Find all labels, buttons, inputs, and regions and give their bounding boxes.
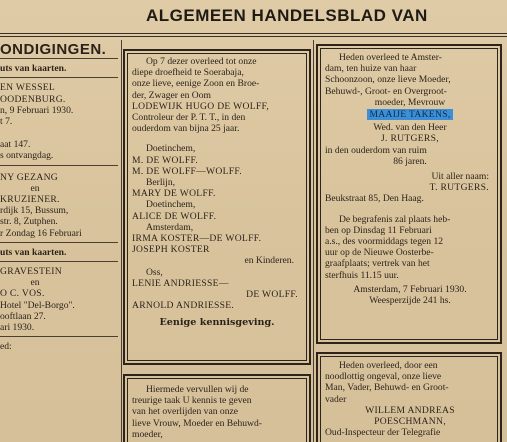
notice-place: Doetinchem, bbox=[146, 199, 196, 211]
notice-line: Wed. van den Heer bbox=[373, 122, 447, 134]
left-line: s ontvangdag. bbox=[0, 150, 54, 162]
notice-line: treurige taak U kennis te geven bbox=[132, 395, 252, 407]
divider bbox=[0, 58, 118, 59]
death-notice-rutgers bbox=[325, 52, 495, 306]
notice-line: noodlottig ongeval, onze lieve bbox=[325, 371, 442, 383]
deceased-name: WILLEM ANDREAS bbox=[365, 404, 455, 416]
notice-name: M. DE WOLFF. bbox=[132, 154, 199, 166]
left-line: aat 147. bbox=[0, 139, 31, 151]
death-notice-de-wolff bbox=[132, 56, 302, 329]
death-notice-poeschmann bbox=[325, 360, 495, 438]
notice-line: Behuwd-, Groot- en Overgroot- bbox=[325, 85, 447, 97]
left-line: Hotel "Del-Borgo". bbox=[0, 299, 75, 311]
deceased-name bbox=[325, 109, 495, 120]
notice-line: De begrafenis zal plaats heb- bbox=[339, 213, 451, 225]
death-notice-second bbox=[132, 384, 302, 440]
notice-line: der, Zwager en Oom bbox=[132, 89, 211, 101]
notice-line: lieve Vrouw, Moeder en Behuwd- bbox=[132, 417, 262, 429]
notice-place: Doetinchem, bbox=[146, 143, 196, 155]
deceased-name: LODEWIJK HUGO DE WOLFF, bbox=[132, 100, 270, 112]
notice-line: ouderdom van bijna 25 jaar. bbox=[132, 123, 240, 135]
divider bbox=[0, 261, 118, 262]
left-line: rdijk 15, Bussum, bbox=[0, 205, 69, 217]
column-separator bbox=[121, 40, 122, 442]
notice-line: van het overlijden van onze bbox=[132, 406, 239, 418]
notice-name: T. RUTGERS. bbox=[429, 182, 489, 194]
left-line: ed: bbox=[0, 341, 12, 353]
left-column bbox=[0, 44, 118, 352]
notice-line: onze lieve, eenige Zoon en Broe- bbox=[132, 78, 260, 90]
left-line: EN WESSEL bbox=[0, 82, 56, 94]
notice-line: sterfhuis 11.15 uur. bbox=[325, 269, 399, 281]
notice-line: Man, Vader, Behuwd- en Groot- bbox=[325, 382, 449, 394]
notice-place: Oss, bbox=[146, 266, 163, 278]
left-line: OODENBURG. bbox=[0, 93, 66, 105]
notice-name: LENIE ANDRIESSE— bbox=[132, 277, 229, 289]
notice-line: Amsterdam, 7 Februari 1930. bbox=[353, 283, 467, 295]
notice-line: a.s., des voormiddags tegen 12 bbox=[325, 236, 444, 248]
left-line: GRAVESTEIN bbox=[0, 266, 62, 278]
notice-place: Amsterdam, bbox=[146, 221, 194, 233]
notice-line: Weesperzijde 241 hs. bbox=[369, 295, 451, 307]
notice-line: en Kinderen. bbox=[244, 255, 294, 267]
notice-line: in den ouderdom van ruim bbox=[325, 144, 427, 156]
left-line: ari 1930. bbox=[0, 322, 35, 334]
notice-line: moeder, Mevrouw bbox=[374, 96, 446, 108]
notice-name: ARNOLD ANDRIESSE. bbox=[132, 300, 235, 312]
notice-line: vader bbox=[325, 393, 347, 405]
masthead-rule bbox=[0, 33, 507, 34]
divider bbox=[0, 336, 118, 337]
highlighted-name: MAAIJE TAKENS, bbox=[369, 109, 451, 121]
notice-line: moeder, bbox=[132, 428, 163, 440]
notice-name: MARY DE WOLFF. bbox=[132, 188, 216, 200]
notice-line: graafplaats; vertrek van het bbox=[325, 258, 430, 270]
notice-name: M. DE WOLFF—WOLFF. bbox=[132, 165, 242, 177]
notice-line: Schoonzoon, onze lieve Moeder, bbox=[325, 74, 451, 86]
notice-line: 86 jaren. bbox=[393, 155, 427, 167]
notice-address: Beukstraat 85, Den Haag. bbox=[325, 193, 424, 205]
notice-line: Oud-Inspecteur der Telegrafie bbox=[325, 427, 441, 439]
notice-line: diepe droefheid te Soerabaja, bbox=[132, 67, 244, 79]
notice-footer: Eenige kennisgeving. bbox=[159, 317, 275, 329]
left-line: n, 9 Februari 1930. bbox=[0, 104, 74, 116]
left-line: str. 8, Zutphen. bbox=[0, 216, 58, 228]
notice-name: IRMA KOSTER—DE WOLFF. bbox=[132, 233, 262, 245]
divider bbox=[0, 77, 118, 78]
masthead-rule-2 bbox=[0, 36, 507, 37]
left-line: KRUZIENER. bbox=[0, 194, 60, 206]
notice-name: JOSEPH KOSTER bbox=[132, 244, 210, 256]
notice-name: DE WOLFF. bbox=[246, 289, 298, 301]
notice-line: Controleur der P. T. T., in den bbox=[132, 112, 246, 124]
left-line: uts van kaarten. bbox=[0, 63, 67, 75]
left-line: en bbox=[30, 182, 40, 194]
notice-name: J. RUTGERS, bbox=[381, 133, 439, 145]
divider bbox=[0, 165, 118, 166]
left-line: t 7. bbox=[0, 116, 13, 128]
left-line: NY GEZANG bbox=[0, 171, 59, 183]
notice-line: Heden overleed, door een bbox=[339, 360, 438, 371]
deceased-name: POESCHMANN, bbox=[374, 416, 446, 428]
notice-place: Berlijn, bbox=[146, 177, 176, 189]
left-column-heading: ONDIGINGEN. bbox=[0, 44, 107, 56]
notice-line: ben op Dinsdag 11 Februari bbox=[325, 224, 432, 236]
divider bbox=[0, 242, 118, 243]
notice-line: Hiermede vervullen wij de bbox=[146, 384, 249, 395]
notice-line: uur op de Nieuwe Oosterbe- bbox=[325, 247, 434, 259]
left-line: ooftlaan 27. bbox=[0, 310, 46, 322]
notice-line: Heden overleed te Amster- bbox=[339, 52, 442, 63]
notice-name: ALICE DE WOLFF. bbox=[132, 210, 217, 222]
left-line: en bbox=[30, 277, 40, 289]
masthead-title: ALGEMEEN HANDELSBLAD VAN bbox=[146, 6, 428, 25]
column-separator bbox=[313, 40, 314, 442]
left-line: r Zondag 16 Februari bbox=[0, 227, 82, 239]
notice-line: Uit aller naam: bbox=[431, 171, 489, 183]
notice-line: Op 7 dezer overleed tot onze bbox=[146, 56, 257, 67]
left-line: uts van kaarten. bbox=[0, 246, 67, 258]
left-line: O C. VOS. bbox=[0, 288, 45, 300]
notice-line: dam, ten huize van haar bbox=[325, 63, 417, 75]
